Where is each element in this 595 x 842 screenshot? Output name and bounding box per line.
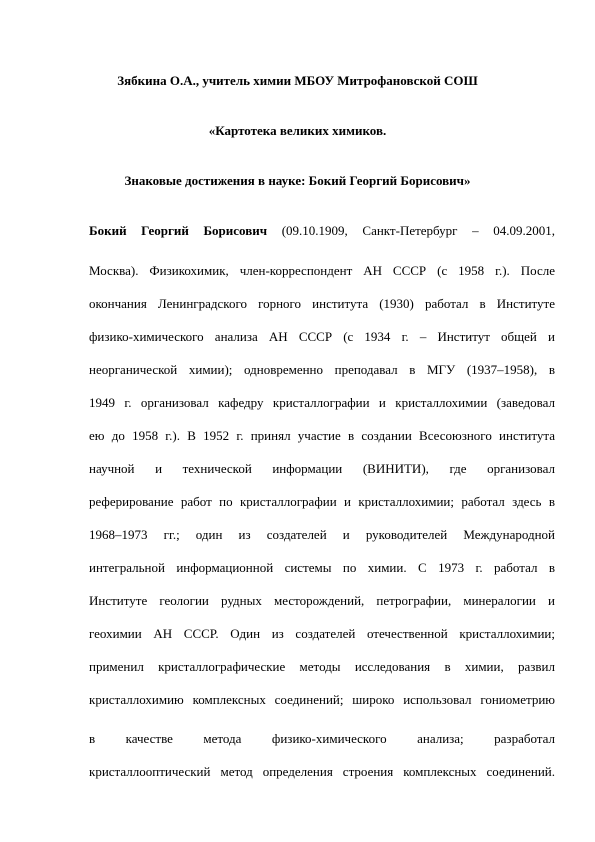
line-text: (09.10.1909, Санкт-Петербург – 04.09.2001, bbox=[267, 223, 555, 238]
paragraph-line: геохимии АН СССР. Один из создателей отечественной кристаллохимии; bbox=[89, 626, 555, 641]
paragraph-line: кристаллооптический метод определения строения комплексных соединений. bbox=[89, 764, 555, 779]
paragraph-line: реферирование работ по кристаллографии и кристаллохимии; работал здесь в bbox=[89, 494, 555, 509]
paragraph-line: Москва). Физикохимик, член-корреспондент АН СССР (с 1958 г.). После bbox=[89, 263, 555, 278]
paragraph-line: в качестве метода физико-химического анализа; разработал bbox=[89, 731, 555, 746]
paragraph-line: применил кристаллографические методы исследования в химии, развил bbox=[89, 659, 555, 674]
document-subtitle: Знаковые достижения в науке: Бокий Георгий Борисович» bbox=[124, 173, 471, 188]
person-name: Бокий Георгий Борисович bbox=[89, 223, 268, 238]
paragraph-line: ею до 1958 г.). В 1952 г. принял участие в создании Всесоюзного института bbox=[89, 428, 555, 443]
paragraph-line: 1949 г. организовал кафедру кристаллографии и кристаллохимии (заведовал bbox=[89, 395, 555, 410]
paragraph-line bbox=[89, 223, 555, 239]
paragraph-line: окончания Ленинградского горного института (1930) работал в Институте bbox=[89, 296, 555, 311]
series-title: «Картотека великих химиков. bbox=[208, 123, 387, 138]
paragraph-line: кристаллохимию комплексных соединений; широко использовал гониометрию bbox=[89, 692, 555, 707]
paragraph-line: интегральной информационной системы по химии. С 1973 г. работал в bbox=[89, 560, 555, 575]
paragraph-line: научной и технической информации (ВИНИТИ), где организовал bbox=[89, 461, 555, 476]
paragraph-line: Институте геологии рудных месторождений, петрографии, минералогии и bbox=[89, 593, 555, 608]
paragraph-line: неорганической химии); одновременно преподавал в МГУ (1937–1958), в bbox=[89, 362, 555, 377]
paragraph-line: 1968–1973 гг.; один из создателей и руководителей Международной bbox=[89, 527, 555, 542]
paragraph-line: физико-химического анализа АН СССР (с 1934 г. – Институт общей и bbox=[89, 329, 555, 344]
author-line: Зябкина О.А., учитель химии МБОУ Митрофановской СОШ bbox=[117, 73, 478, 88]
